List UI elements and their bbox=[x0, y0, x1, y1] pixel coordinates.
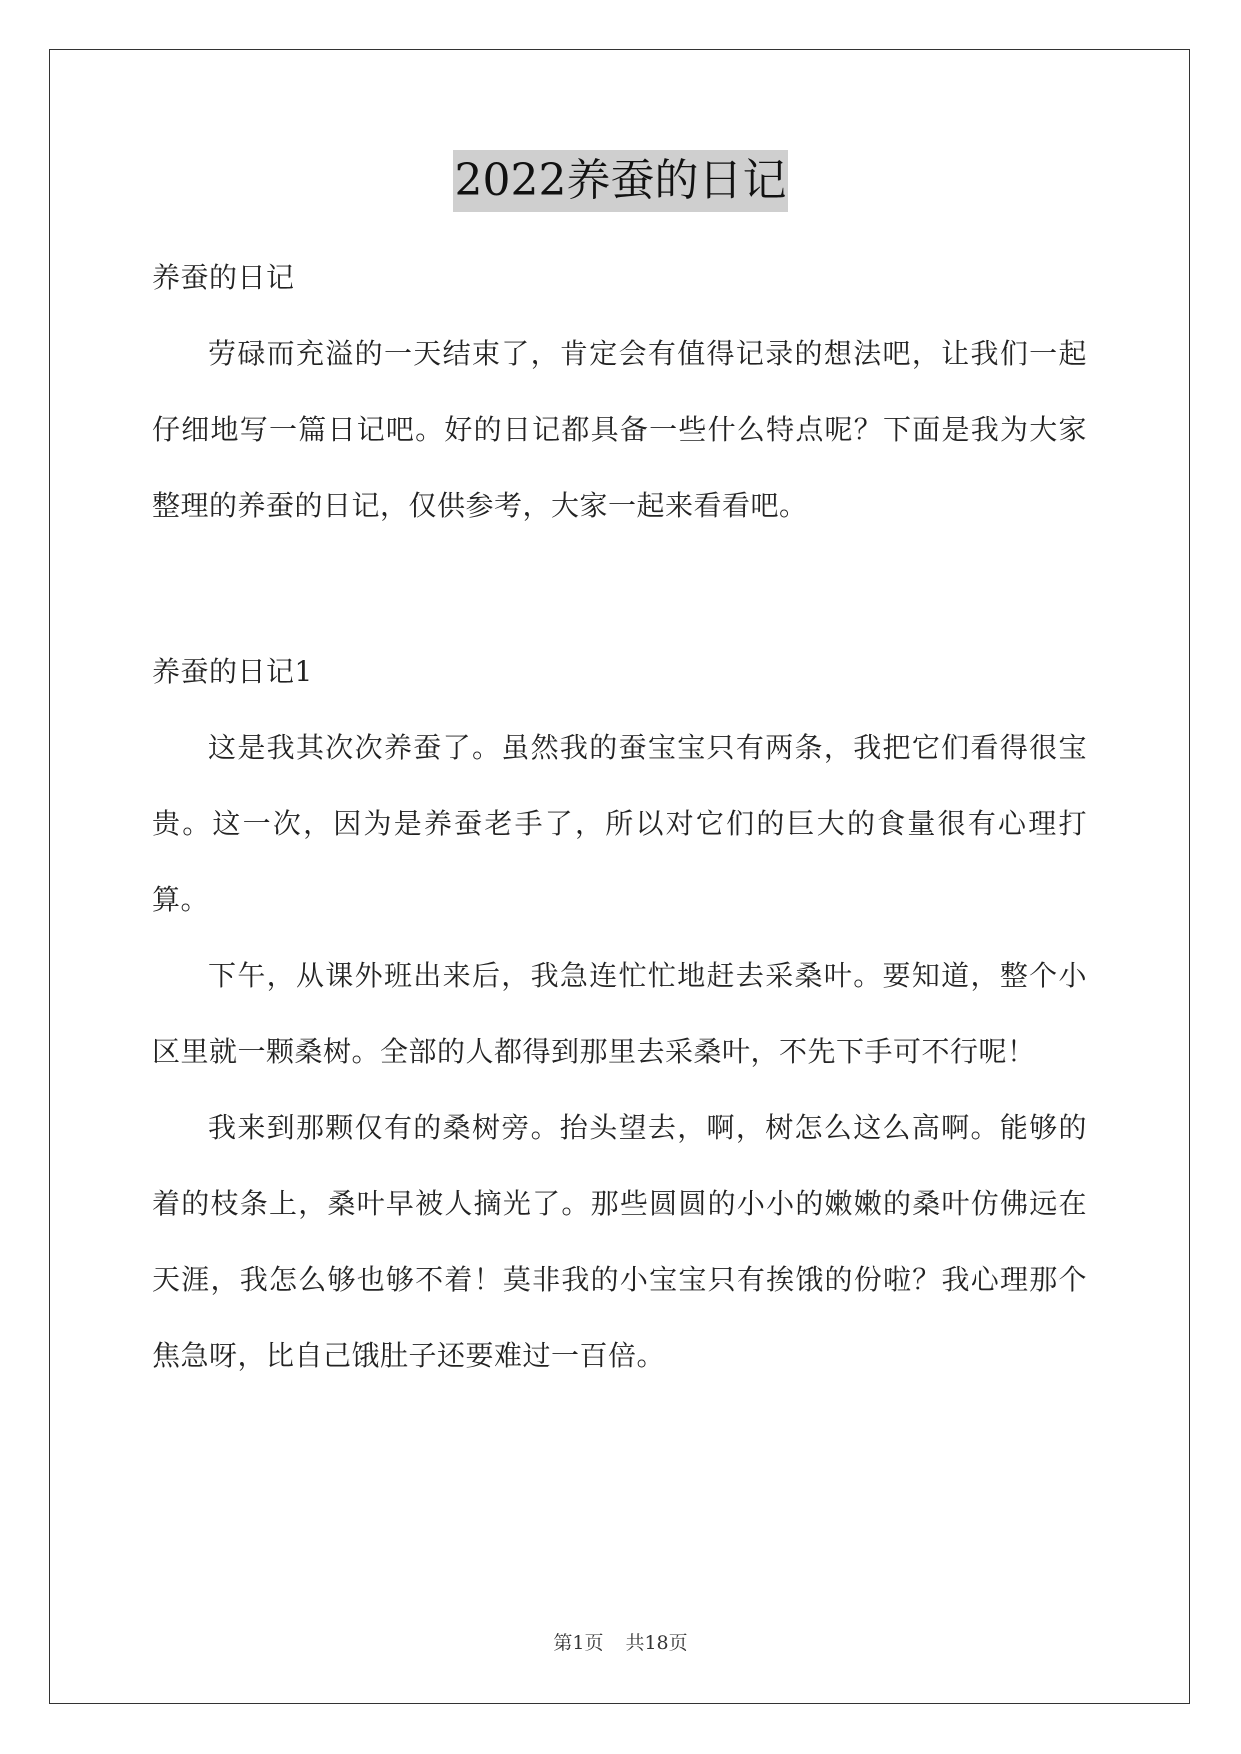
section1-paragraph-3: 我来到那颗仅有的桑树旁。抬头望去，啊，树怎么这么高啊。能够的着的枝条上，桑叶早被人摘光了。那些圆圆的小小的嫩嫩的桑叶仿佛远在天涯，我怎么够也够不着！莫非我的小宝宝只有挨饿的份啦？我心理那个焦急呀，比自己饿肚子还要难过一百倍。 bbox=[152, 1111, 1087, 1372]
intro-heading: 养蚕的日记 bbox=[152, 261, 295, 294]
section-spacer bbox=[152, 544, 1087, 634]
document-body bbox=[152, 240, 1087, 1394]
section1-paragraph-1: 这是我其次次养蚕了。虽然我的蚕宝宝只有两条，我把它们看得很宝贵。这一次，因为是养蚕老手了，所以对它们的巨大的食量很有心理打算。 bbox=[152, 731, 1087, 916]
title-container bbox=[0, 150, 1241, 212]
page-total: 共18页 bbox=[625, 1632, 688, 1654]
document-title: 2022养蚕的日记 bbox=[453, 150, 789, 212]
section1-paragraph-2: 下午，从课外班出来后，我急连忙忙地赶去采桑叶。要知道，整个小区里就一颗桑树。全部的人都得到那里去采桑叶，不先下手可不行呢！ bbox=[152, 959, 1087, 1068]
intro-paragraph: 劳碌而充溢的一天结束了，肯定会有值得记录的想法吧，让我们一起仔细地写一篇日记吧。好的日记都具备一些什么特点呢？下面是我为大家整理的养蚕的日记，仅供参考，大家一起来看看吧。 bbox=[152, 337, 1087, 522]
page-number: 第1页 bbox=[553, 1632, 604, 1654]
section1-heading: 养蚕的日记1 bbox=[152, 655, 313, 688]
page-footer bbox=[0, 1628, 1241, 1655]
